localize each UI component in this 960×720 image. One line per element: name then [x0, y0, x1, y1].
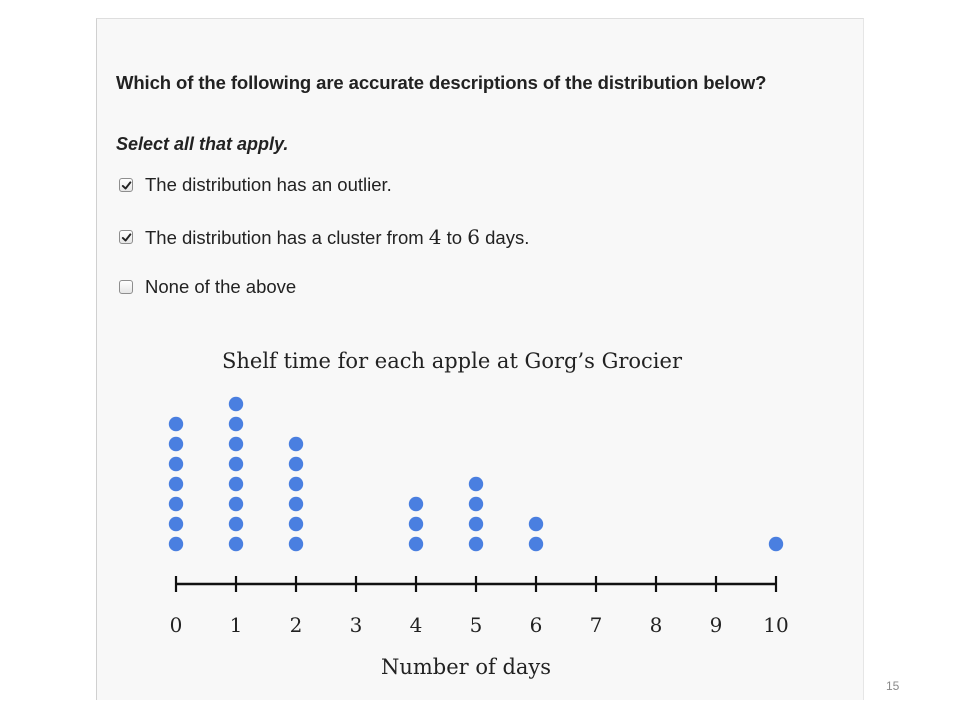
choice-cluster-num-a: 4 [428, 225, 442, 249]
x-axis [170, 576, 789, 637]
x-tick-label: 3 [349, 613, 363, 637]
data-dot [289, 457, 303, 471]
data-dot [169, 437, 183, 451]
data-dot [169, 517, 183, 531]
data-dot [289, 517, 303, 531]
data-dot [229, 517, 243, 531]
data-dot [769, 537, 783, 551]
data-dot [409, 497, 423, 511]
choice-outlier-label: The distribution has an outlier. [145, 174, 392, 195]
data-dot [409, 517, 423, 531]
data-dot [529, 537, 543, 551]
x-tick-label: 0 [169, 613, 183, 637]
data-dot [469, 477, 483, 491]
choice-cluster-text-mid: to [441, 227, 468, 248]
x-tick-label: 1 [229, 613, 243, 637]
data-dot [229, 537, 243, 551]
data-dot [469, 497, 483, 511]
page-number: 15 [886, 679, 900, 693]
data-dot [469, 537, 483, 551]
choice-cluster-text-after: days. [479, 227, 530, 248]
data-dot [229, 457, 243, 471]
data-dot [169, 477, 183, 491]
dot-series [169, 397, 783, 551]
x-tick-label: 10 [763, 613, 789, 637]
x-axis-label: Number of days [380, 655, 552, 679]
choice-none-label: None of the above [145, 276, 297, 297]
data-dot [229, 417, 243, 431]
choice-cluster-text-before: The distribution has a cluster from [145, 227, 429, 248]
question-prompt: Which of the following are accurate descriptions of the distribution below? [116, 72, 767, 93]
data-dot [229, 497, 243, 511]
data-dot [469, 517, 483, 531]
data-dot [289, 437, 303, 451]
x-tick-label: 8 [649, 613, 663, 637]
data-dot [289, 537, 303, 551]
data-dot [229, 437, 243, 451]
data-dot [529, 517, 543, 531]
data-dot [169, 417, 183, 431]
chart-title: Shelf time for each apple at Gorg’s Grocier [221, 349, 683, 373]
data-dot [169, 457, 183, 471]
x-tick-label: 6 [529, 613, 543, 637]
data-dot [169, 537, 183, 551]
data-dot [229, 397, 243, 411]
x-tick-label: 7 [589, 613, 603, 637]
x-tick-label: 4 [409, 613, 423, 637]
x-tick-label: 5 [469, 613, 483, 637]
data-dot [229, 477, 243, 491]
x-tick-label: 2 [289, 613, 303, 637]
data-dot [169, 497, 183, 511]
choice-cluster-num-b: 6 [467, 225, 480, 249]
x-tick-label: 9 [709, 613, 723, 637]
question-instruction: Select all that apply. [116, 134, 289, 154]
data-dot [289, 497, 303, 511]
data-dot [409, 537, 423, 551]
data-dot [289, 477, 303, 491]
